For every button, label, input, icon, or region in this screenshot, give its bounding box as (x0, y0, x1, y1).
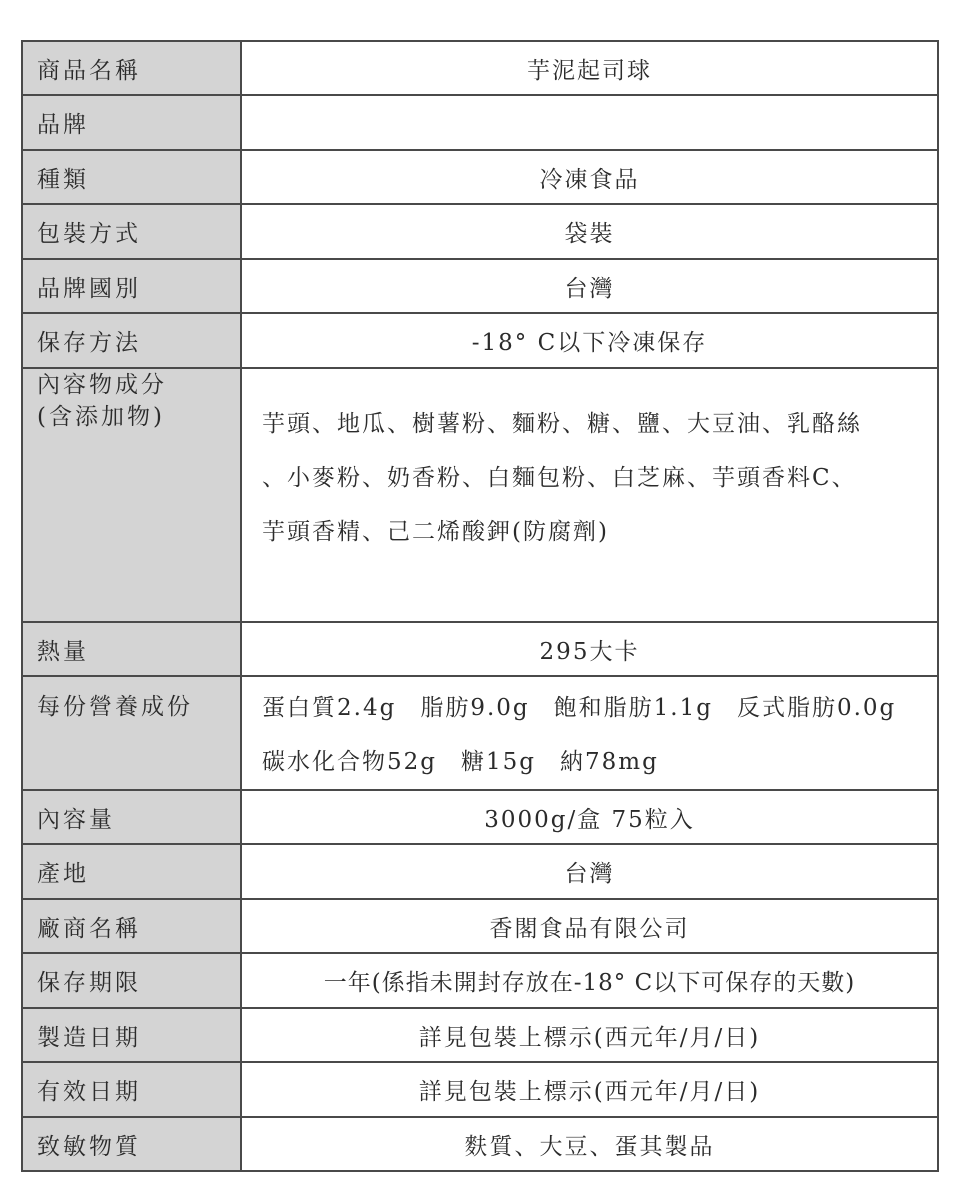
label-manufacture-date: 製造日期 (22, 1008, 241, 1062)
label-packaging: 包裝方式 (22, 204, 241, 259)
label-brand: 品牌 (22, 95, 241, 150)
value-category: 冷凍食品 (241, 150, 938, 204)
nutrition-sugar: 糖15g (461, 749, 536, 775)
row-expiry-date (22, 1062, 938, 1117)
label-ingredients-line1: 內容物成分 (37, 372, 167, 398)
label-brand-country: 品牌國別 (22, 259, 241, 313)
label-expiry-date: 有效日期 (22, 1062, 241, 1117)
row-calories (22, 622, 938, 676)
nutrition-fat: 脂肪9.0g (420, 695, 530, 721)
nutrition-line-2 (262, 735, 927, 789)
label-category: 種類 (22, 150, 241, 204)
ingredients-line: 芋頭、地瓜、樹薯粉、麵粉、糖、鹽、大豆油、乳酪絲 (262, 411, 862, 437)
row-brand-country (22, 259, 938, 313)
nutrition-sodium: 納78mg (560, 749, 659, 775)
value-manufacturer: 香閣食品有限公司 (241, 899, 938, 953)
nutrition-carbohydrate: 碳水化合物52g (262, 749, 437, 775)
label-allergens: 致敏物質 (22, 1117, 241, 1171)
ingredients-line: 芋頭香精、己二烯酸鉀(防腐劑) (262, 519, 609, 545)
value-ingredients (241, 368, 938, 622)
nutrition-line-1 (262, 681, 927, 735)
value-shelf-life: 一年(係指未開封存放在-18° C以下可保存的天數) (241, 953, 938, 1008)
nutrition-saturated-fat: 飽和脂肪1.1g (553, 695, 713, 721)
value-brand-country: 台灣 (241, 259, 938, 313)
label-product-name: 商品名稱 (22, 41, 241, 95)
nutrition-trans-fat: 反式脂肪0.0g (736, 695, 897, 721)
value-allergens: 麩質、大豆、蛋其製品 (241, 1117, 938, 1171)
label-manufacturer: 廠商名稱 (22, 899, 241, 953)
row-shelf-life (22, 953, 938, 1008)
value-nutrition (241, 676, 938, 790)
label-ingredients (22, 368, 241, 622)
ingredients-line: 、小麥粉、奶香粉、白麵包粉、白芝麻、芋頭香料C、 (262, 465, 857, 491)
row-nutrition (22, 676, 938, 790)
value-storage-method: -18° C以下冷凍保存 (241, 313, 938, 368)
value-expiry-date: 詳見包裝上標示(西元年/月/日) (241, 1062, 938, 1117)
value-manufacture-date: 詳見包裝上標示(西元年/月/日) (241, 1008, 938, 1062)
label-net-content: 內容量 (22, 790, 241, 844)
row-brand (22, 95, 938, 150)
label-nutrition: 每份營養成份 (22, 676, 241, 790)
value-calories: 295大卡 (241, 622, 938, 676)
row-origin (22, 844, 938, 899)
value-net-content: 3000g/盒 75粒入 (241, 790, 938, 844)
label-shelf-life: 保存期限 (22, 953, 241, 1008)
value-brand (241, 95, 938, 150)
label-ingredients-line2: (含添加物) (37, 404, 165, 430)
row-product-name (22, 41, 938, 95)
row-ingredients (22, 368, 938, 622)
value-product-name: 芋泥起司球 (241, 41, 938, 95)
row-net-content (22, 790, 938, 844)
label-calories: 熱量 (22, 622, 241, 676)
label-origin: 產地 (22, 844, 241, 899)
row-manufacture-date (22, 1008, 938, 1062)
row-storage-method (22, 313, 938, 368)
value-packaging: 袋裝 (241, 204, 938, 259)
nutrition-protein: 蛋白質2.4g (262, 695, 397, 721)
row-packaging (22, 204, 938, 259)
product-spec-table (21, 40, 939, 1172)
value-origin: 台灣 (241, 844, 938, 899)
row-category (22, 150, 938, 204)
row-allergens (22, 1117, 938, 1171)
row-manufacturer (22, 899, 938, 953)
label-storage-method: 保存方法 (22, 313, 241, 368)
